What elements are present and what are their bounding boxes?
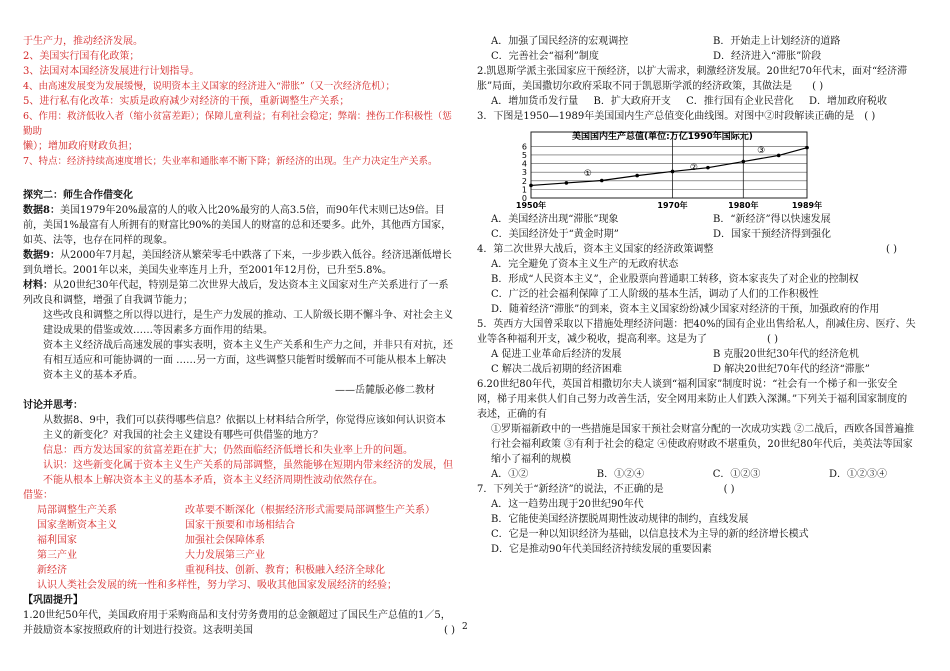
option: D．经济进入“滞胀”阶段 (713, 51, 822, 62)
option: D．①②③④ (828, 469, 887, 480)
question-4-text: 4．第二次世界大战后，资本主义国家的经济政策调整 (477, 244, 714, 255)
option: B．①②④ (596, 469, 645, 480)
question-2-text: 2.凯恩斯学派主张国家应干预经济，以扩大需求，刺激经济发展。20世纪70年代末，面对“经济滞胀”局面，美国撒切尔政府采取不同于凯恩斯学派的经济政策，其做法是 (477, 66, 908, 92)
data8-paragraph (23, 203, 455, 248)
question-3-text: 3．下图是1950—1989年美国国内生产总值变化曲线图。对图中②时段解读正确的是 (477, 111, 855, 122)
gdp-data-point (600, 179, 604, 183)
material-source: ——岳麓版必修二教材 (335, 385, 435, 396)
q5-options-row (477, 362, 917, 377)
question-5-text: 5．英西方大国曾采取以下措施处理经济问题：把40%的国有企业出售给私人，削减住房、医疗、失业等各种福利开支，减少税收，提高利率。这是为了 (477, 319, 916, 345)
period-label: ② (689, 162, 699, 173)
summary-line: 3、法国对本国经济发展进行计划指导。 (23, 66, 200, 77)
summary-line: 于生产力，推动经济发展。 (23, 36, 143, 47)
option: B 克服20世纪30年代的经济危机 (713, 349, 859, 360)
table-row (37, 503, 435, 518)
material-text: 从20世纪30年代起，特别是第二次世界大战后，发达资本主义国家对生产关系进行了一系列改良和调整，增强了自我调节能力； (23, 280, 449, 306)
answer-paren: ( ) (767, 334, 778, 345)
option: B．开始走上计划经济的道路 (713, 36, 841, 47)
gdp-data-point (805, 146, 809, 150)
q2-options-row (477, 94, 917, 109)
answer-paren: ( ) (812, 81, 824, 92)
option: D．国家干预经济得到强化 (713, 229, 832, 240)
option: A．增加货币发行量 (491, 96, 579, 107)
material-label: 材料： (23, 280, 53, 291)
x-tick-label: 1970年 (657, 201, 688, 210)
option: C 解决二战后初期的经济困难 (491, 364, 622, 375)
borrow-cell: 福利国家 (37, 535, 77, 546)
option: A．完全避免了资本主义生产的无政府状态 (491, 259, 679, 270)
answer-paren: ( ) (444, 625, 455, 636)
borrow-cell: 国家干预要和市场相结合 (185, 520, 295, 531)
x-tick-label: 1989年 (791, 201, 823, 210)
option: C．推行国有企业民营化 (686, 96, 794, 107)
y-tick-label: 1 (521, 185, 527, 195)
section-title: 探究二：师生合作借变化 (23, 190, 133, 201)
question-2 (477, 64, 917, 94)
data9-label: 数据9： (23, 250, 60, 261)
option: C．它是一种以知识经济为基础，以信息技术为主导的新的经济增长模式 (491, 529, 809, 540)
option: C．广泛的社会福利保障了工人阶级的基本生活，调动了人们的工作积极性 (491, 289, 819, 300)
period-label: ① (583, 169, 592, 180)
discuss-title: 讨论并思考： (23, 400, 83, 411)
y-tick-label: 5 (521, 150, 527, 160)
answer-paren: ( ) (864, 111, 876, 122)
data8-label: 数据8： (23, 205, 60, 216)
option: B．“新经济”得以快速发展 (713, 214, 831, 225)
summary-line: 2、美国实行国有化政策； (23, 51, 140, 62)
gdp-data-point (671, 170, 675, 174)
table-row (37, 548, 435, 563)
borrow-table (37, 503, 435, 578)
gdp-data-point (529, 184, 533, 188)
data9-paragraph (23, 248, 455, 278)
borrow-cell: 大力发展第三产业 (185, 550, 265, 561)
q1-options-row (477, 34, 917, 49)
borrow-cell: 重视科技、创新、教育；积极融入经济全球化 (185, 565, 385, 576)
x-tick-label: 1980年 (728, 201, 759, 210)
option: A．这一趋势出现于20世纪90年代 (491, 499, 644, 510)
borrow-cell: 第三产业 (37, 550, 77, 561)
option: D 解决20世纪70年代的经济“滞胀” (713, 364, 870, 375)
summary-line: 懒）；增加政府财政负担； (23, 141, 138, 152)
gdp-series-line (531, 145, 807, 186)
y-tick-label: 3 (521, 168, 527, 178)
data9-text: 从2000年7月起，美国经济从繁荣零毛中跌落了下来，一步步跌入低谷。经济迅渐低增长到负增长。2001年以来，美国失业率连月上升，至2001年12月份，已升至5.8%。 (23, 250, 452, 276)
y-tick-label: 6 (521, 142, 527, 152)
option: A．①② (491, 469, 529, 480)
option: A．美国经济出现“滞胀”现象 (491, 214, 619, 225)
borrow-cell: 新经济 (37, 565, 67, 576)
borrow-label: 借鉴： (23, 490, 53, 501)
question-4 (477, 242, 917, 257)
q5-options-row (477, 347, 917, 362)
option: C．①②③ (712, 469, 761, 480)
gdp-line-chart (515, 128, 823, 210)
y-tick-label: 4 (521, 159, 527, 169)
material-paragraph-3: 资本主义经济战后高速发展的事实表明，资本主义生产关系和生产力之间，并非只有对抗，还有相互适应和可能协调的一面 ……另一方面，这些调整只能暂时缓解而不可能从根本上解决资本主义的基本矛盾。 (43, 340, 453, 381)
borrow-last: 认识人类社会发展的统一性和多样性，努力学习、吸收其他国家发展经济的经验； (37, 580, 397, 591)
answer-paren: ( ) (886, 244, 897, 255)
gdp-data-point (706, 166, 710, 170)
option: D．它是推动90年代美国经济持续发展的重要因素 (491, 544, 712, 555)
option: D．增加政府税收 (808, 96, 887, 107)
table-row (37, 533, 435, 548)
right-column (477, 34, 917, 557)
borrow-cell: 改革要不断深化（根据经济形式需要局部调整生产关系） (185, 505, 435, 516)
gdp-data-point (565, 181, 569, 185)
q1-options-row (477, 49, 917, 64)
left-column (23, 34, 455, 638)
option: B．扩大政府开支 (593, 96, 671, 107)
borrow-cell: 局部调整生产关系 (37, 505, 117, 516)
chart-title: 美国国内生产总值(单位:万亿1990年国际元) (572, 132, 753, 142)
question-1 (23, 608, 455, 638)
summary-line: 6、作用：救济低收入者（缩小贫富差距）；保障儿童利益；有利社会稳定；弊端：挫伤工作积极性（惩勤助 (23, 111, 452, 137)
consolidate-title: 【巩固提升】 (23, 595, 83, 606)
q3-options-row (477, 227, 917, 242)
material-paragraph-2: 这些改良和调整之所以得以进行，是生产力发展的推动、工人阶级长期不懈斗争、对社会主义建设成果的借鉴或效……等因素多方面作用的结果。 (43, 310, 453, 336)
borrow-cell: 加强社会保障体系 (185, 535, 265, 546)
option: A 促进工业革命后经济的发展 (491, 349, 622, 360)
table-row (37, 563, 435, 578)
option: C．完善社会“福利”制度 (491, 51, 599, 62)
y-tick-label: 0 (521, 194, 527, 203)
discuss-question: 从数据8、9中，我们可以获得哪些信息？依据以上材料结合所学，你觉得应该如何认识资本主义的新变化？对我国的社会主义建设有哪些可供借鉴的地方？ (43, 415, 446, 441)
x-tick-label: 1950年 (515, 201, 547, 210)
understanding-answer: 认识：这些新变化属于资本主义生产关系的局部调整，虽然能够在短期内带来经济的发展，但不能从根本上解决资本主义的基本矛盾，资本主义经济周期性波动依然存在。 (43, 460, 453, 486)
question-6-text: 6.20世纪80年代，英国首相撒切尔夫人谈到“福利国家”制度时说：“社会有一个梯子和一张安全网，梯子用来供人们自己努力改善生活，安全网用来防止人们跌入深渊。”下列关于福利国家制度的表述，正确的有 (477, 379, 908, 420)
gdp-data-point (742, 160, 746, 164)
page-number: 2 (462, 622, 468, 632)
question-5 (477, 317, 917, 347)
option: C．美国经济处于“黄金时期” (491, 229, 619, 240)
option: B．它能使美国经济摆脱周期性波动规律的制约，直线发展 (491, 514, 749, 525)
q6-options-row (477, 467, 917, 482)
summary-line: 4、由高速发展变为发展缓慢，说明资本主义国家的经济进入“滞胀”（又一次经济危机）； (23, 81, 396, 92)
material-paragraph (23, 278, 455, 308)
borrow-cell: 国家垄断资本主义 (37, 520, 117, 531)
option: B．形成“人民资本主义”，企业股票向普通职工转移，资本家丧失了对企业的控制权 (491, 274, 859, 285)
question-6-items: ①罗斯福新政中的一些措施是国家干预社会财富分配的一次成功实践 ②二战后，西欧各国普遍推行社会福利政策 ③有利于社会的稳定 ④使政府财政不堪重负，20世纪80年代后，美英法等国家缩小了福利的规模 (491, 424, 915, 465)
summary-block (23, 34, 455, 169)
question-7-text: 7．下列关于“新经济”的说法，不正确的是 (477, 484, 664, 495)
y-tick-label: 2 (521, 176, 527, 186)
question-1-text: 1.20世纪50年代，美国政府用于采购商品和支付劳务费用的总金额超过了国民生产总值的1／5，并鼓励资本家按照政府的计划进行投资。这表明美国 (23, 610, 451, 636)
question-7 (477, 482, 917, 497)
answer-paren: ( ) (723, 484, 735, 495)
summary-line: 7、特点：经济持续高速度增长；失业率和通胀率不断下降；新经济的出现。生产力决定生产关系。 (23, 156, 438, 167)
data8-text: 美国1979年20%最富的人的收入比20%最穷的人高3.5倍，而90年代末则已达9倍。目前，美国1%最富有人所拥有的财富比90%的美国人的财富的总和还要多。此外，其他西方国家，如英、法等，也存在同样的现象。 (23, 205, 452, 246)
gdp-data-point (635, 174, 639, 178)
q3-options-row (477, 212, 917, 227)
gdp-data-point (777, 154, 781, 158)
period-label: ③ (757, 145, 766, 156)
option: A．加强了国民经济的宏观调控 (491, 36, 629, 47)
info-answer: 信息：西方发达国家的贫富差距在扩大；仍然面临经济低增长和失业率上升的问题。 (43, 445, 413, 456)
summary-line: 5、进行私有化改革：实质是政府减少对经济的干预，重新调整生产关系； (23, 96, 350, 107)
question-3 (477, 109, 917, 124)
table-row (37, 518, 435, 533)
option: D．随着经济“滞胀”的到来，资本主义国家纷纷减少国家对经济的干预，加强政府的作用 (491, 304, 880, 315)
chart-axes (516, 132, 822, 210)
